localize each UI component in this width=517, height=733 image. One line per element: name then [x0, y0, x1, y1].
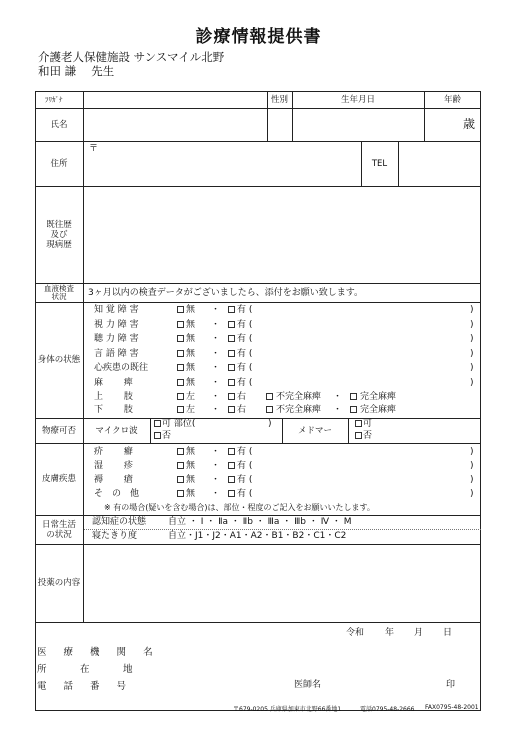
option-d-label: 完全麻痺 [360, 405, 397, 415]
date-month: 月 [414, 628, 424, 638]
microwave-label: マイクロ波 [95, 425, 138, 436]
location-label: 所 在 地 [37, 664, 140, 675]
checkbox-a[interactable] [177, 321, 184, 328]
recipient-facility: 介護老人保健施設 サンスマイル北野 [38, 50, 225, 64]
col-line [398, 141, 399, 186]
separator-dot: ・ [211, 392, 221, 402]
checkbox-a[interactable] [177, 335, 184, 342]
option-a-label: 左 [186, 405, 196, 415]
close-paren: ) [470, 475, 474, 485]
option-b-label: 有 ( [237, 475, 253, 485]
checkbox-b[interactable] [228, 476, 235, 483]
separator-dot: ・ [211, 405, 221, 415]
option-a-label: 無 [186, 489, 196, 499]
checkbox-b[interactable] [228, 321, 235, 328]
checkbox-a[interactable] [177, 462, 184, 469]
institution-label: 医 療 機 関 名 [37, 647, 160, 658]
separator-dot: ・ [333, 405, 343, 415]
row-line [35, 544, 481, 545]
date-year: 年 [385, 628, 395, 638]
dementia-scale: 自立 ・ Ⅰ ・ Ⅱa ・ Ⅱb ・ Ⅲa ・ Ⅲb ・ Ⅳ ・ M [168, 517, 352, 527]
option-b-label: 有 ( [237, 348, 253, 359]
checkbox-b[interactable] [228, 335, 235, 342]
close-paren: ) [470, 461, 474, 471]
dementia-label: 認知症の状態 [92, 517, 147, 527]
close-paren: ) [470, 377, 474, 388]
checkbox-a[interactable] [177, 379, 184, 386]
row-line [35, 186, 481, 187]
option-a-label: 無 [186, 363, 196, 373]
option-b-label: 右 [237, 392, 247, 402]
option-b-label: 有 ( [237, 334, 253, 344]
medomer-ok-label: 可 [363, 419, 373, 429]
microwave-ok-label: 可 部位( [162, 419, 196, 429]
option-b-label: 有 ( [237, 489, 253, 499]
microwave-no-checkbox[interactable] [154, 432, 161, 439]
daily-label: 日常生活 の状況 [41, 519, 76, 540]
option-a-label: 無 [186, 305, 196, 315]
col-line [150, 418, 151, 443]
option-b-label: 右 [237, 405, 247, 415]
row-item-label: 下 肢 [94, 405, 133, 415]
col-line [348, 418, 349, 443]
separator-dot: ・ [211, 348, 221, 359]
checkbox-a[interactable] [177, 364, 184, 371]
option-a-label: 無 [186, 319, 196, 330]
row-item-label: 疥 癬 [94, 447, 133, 457]
close-paren: ) [470, 363, 474, 373]
row-item-label: 聴 力 障 害 [94, 334, 139, 344]
checkbox-d[interactable] [350, 406, 357, 413]
close-paren: ) [470, 334, 474, 344]
row-item-label: 心疾患の既往 [94, 363, 149, 373]
blood-note: 3ヶ月以内の検査データがございましたら、添付をお願い致します。 [88, 288, 364, 298]
close-paren: ) [470, 319, 474, 330]
separator-dot: ・ [211, 319, 221, 330]
checkbox-a[interactable] [177, 476, 184, 483]
recipient-doctor: 和田 謙 先生 [38, 64, 115, 78]
checkbox-b[interactable] [228, 306, 235, 313]
close-paren: ) [470, 348, 474, 359]
option-b-label: 有 ( [237, 377, 253, 388]
separator-dot: ・ [211, 475, 221, 485]
therapy-label: 物療可否 [41, 425, 76, 436]
row-line [35, 283, 481, 284]
age-unit: 歳 [463, 117, 476, 131]
phone-label: 電 話 番 号 [37, 681, 134, 692]
option-b-label: 有 ( [237, 305, 253, 315]
separator-dot: ・ [211, 305, 221, 315]
date-era: 令和 [346, 628, 365, 638]
microwave-no-label: 否 [162, 431, 172, 441]
option-a-label: 無 [186, 348, 196, 359]
option-b-label: 有 ( [237, 461, 253, 471]
row-line [35, 302, 481, 303]
option-b-label: 有 ( [237, 319, 253, 330]
row-line [35, 443, 481, 444]
checkbox-a[interactable] [177, 306, 184, 313]
option-a-label: 無 [186, 475, 196, 485]
option-c-label: 不完全麻痺 [276, 405, 322, 415]
medomer-no-label: 否 [363, 431, 373, 441]
checkbox-a[interactable] [177, 406, 184, 413]
close-paren: ) [470, 489, 474, 499]
option-a-label: 左 [186, 392, 196, 402]
option-b-label: 有 ( [237, 447, 253, 457]
date-day: 日 [443, 628, 453, 638]
name-label: 氏名 [50, 119, 68, 130]
row-item-label: 麻 痺 [94, 377, 133, 388]
microwave-ok-checkbox[interactable] [154, 420, 161, 427]
checkbox-b[interactable] [228, 406, 235, 413]
tel-label: TEL [371, 158, 388, 169]
furigana-label: ﾌﾘｶﾞﾅ [45, 96, 63, 104]
footer-fax: FAX0795-48-2001 [425, 704, 479, 711]
checkbox-a[interactable] [177, 490, 184, 497]
medomer-no-checkbox[interactable] [355, 432, 362, 439]
checkbox-b[interactable] [228, 379, 235, 386]
option-a-label: 無 [186, 461, 196, 471]
bedridden-label: 寝たきり度 [92, 531, 138, 541]
doctor-label: 医師名 [294, 680, 322, 690]
checkbox-b[interactable] [228, 448, 235, 455]
row-line [35, 622, 481, 623]
address-label: 住所 [50, 158, 68, 169]
checkbox-b[interactable] [228, 490, 235, 497]
medication-label: 投薬の内容 [37, 578, 81, 588]
medomer-ok-checkbox[interactable] [355, 420, 362, 427]
row-item-label: 視 力 障 害 [94, 319, 139, 330]
row-item-label: 湿 疹 [94, 461, 133, 471]
age-label: 年齢 [443, 94, 461, 105]
medomer-label: メドマー [297, 425, 332, 436]
separator-dot: ・ [211, 461, 221, 471]
document-title: 診療情報提供書 [195, 27, 322, 47]
birthdate-label: 生年月日 [340, 94, 375, 105]
checkbox-b[interactable] [228, 364, 235, 371]
separator-dot: ・ [211, 447, 221, 457]
option-a-label: 無 [186, 334, 196, 344]
separator-dot: ・ [211, 489, 221, 499]
close-paren: ) [470, 305, 474, 315]
skin-note: ※ 有の場合(疑いを含む場合)は、部位・程度のご記入をお願いいたします。 [104, 503, 375, 512]
blood-label: 血液検査 状況 [44, 283, 74, 301]
checkbox-c[interactable] [266, 406, 273, 413]
close-paren: ) [470, 447, 474, 457]
postal-mark: 〒 [89, 144, 99, 154]
history-label: 既往歴 及び 現病歴 [46, 219, 72, 250]
bedridden-scale: 自立・J1・J2・A1・A2・B1・B2・C1・C2 [168, 531, 347, 541]
option-d-label: 完全麻痺 [360, 392, 397, 402]
option-a-label: 無 [186, 447, 196, 457]
body-state-label: 身体の状態 [37, 355, 81, 365]
option-a-label: 無 [186, 377, 196, 388]
row-item-label: そ の 他 [94, 489, 140, 499]
checkbox-a[interactable] [177, 448, 184, 455]
col-line [83, 91, 84, 622]
row-item-label: 知 覚 障 害 [94, 305, 139, 315]
sex-label: 性別 [270, 94, 288, 105]
checkbox-a[interactable] [177, 350, 184, 357]
option-c-label: 不完全麻痺 [276, 392, 322, 402]
row-line [35, 108, 481, 109]
footer-tel: 電話0795-48-2666 [360, 706, 415, 713]
skin-label: 皮膚疾患 [41, 474, 76, 484]
checkbox-a[interactable] [177, 393, 184, 400]
row-item-label: 上 肢 [94, 392, 133, 402]
footer-postal: 〒679-0205 兵庫県加東市北野66番地1 [233, 706, 342, 713]
option-b-label: 有 ( [237, 363, 253, 373]
separator-dot: ・ [211, 334, 221, 344]
checkbox-c[interactable] [266, 393, 273, 400]
microwave-paren-close: ) [268, 419, 272, 429]
checkbox-d[interactable] [350, 393, 357, 400]
checkbox-b[interactable] [228, 462, 235, 469]
row-line [35, 141, 481, 142]
checkbox-b[interactable] [228, 393, 235, 400]
separator-dot: ・ [211, 377, 221, 388]
row-item-label: 言 語 障 害 [94, 348, 139, 359]
separator-dot: ・ [333, 392, 343, 402]
seal-label: 印 [446, 680, 456, 690]
separator-dot: ・ [211, 363, 221, 373]
row-item-label: 褥 瘡 [94, 475, 133, 485]
checkbox-b[interactable] [228, 350, 235, 357]
